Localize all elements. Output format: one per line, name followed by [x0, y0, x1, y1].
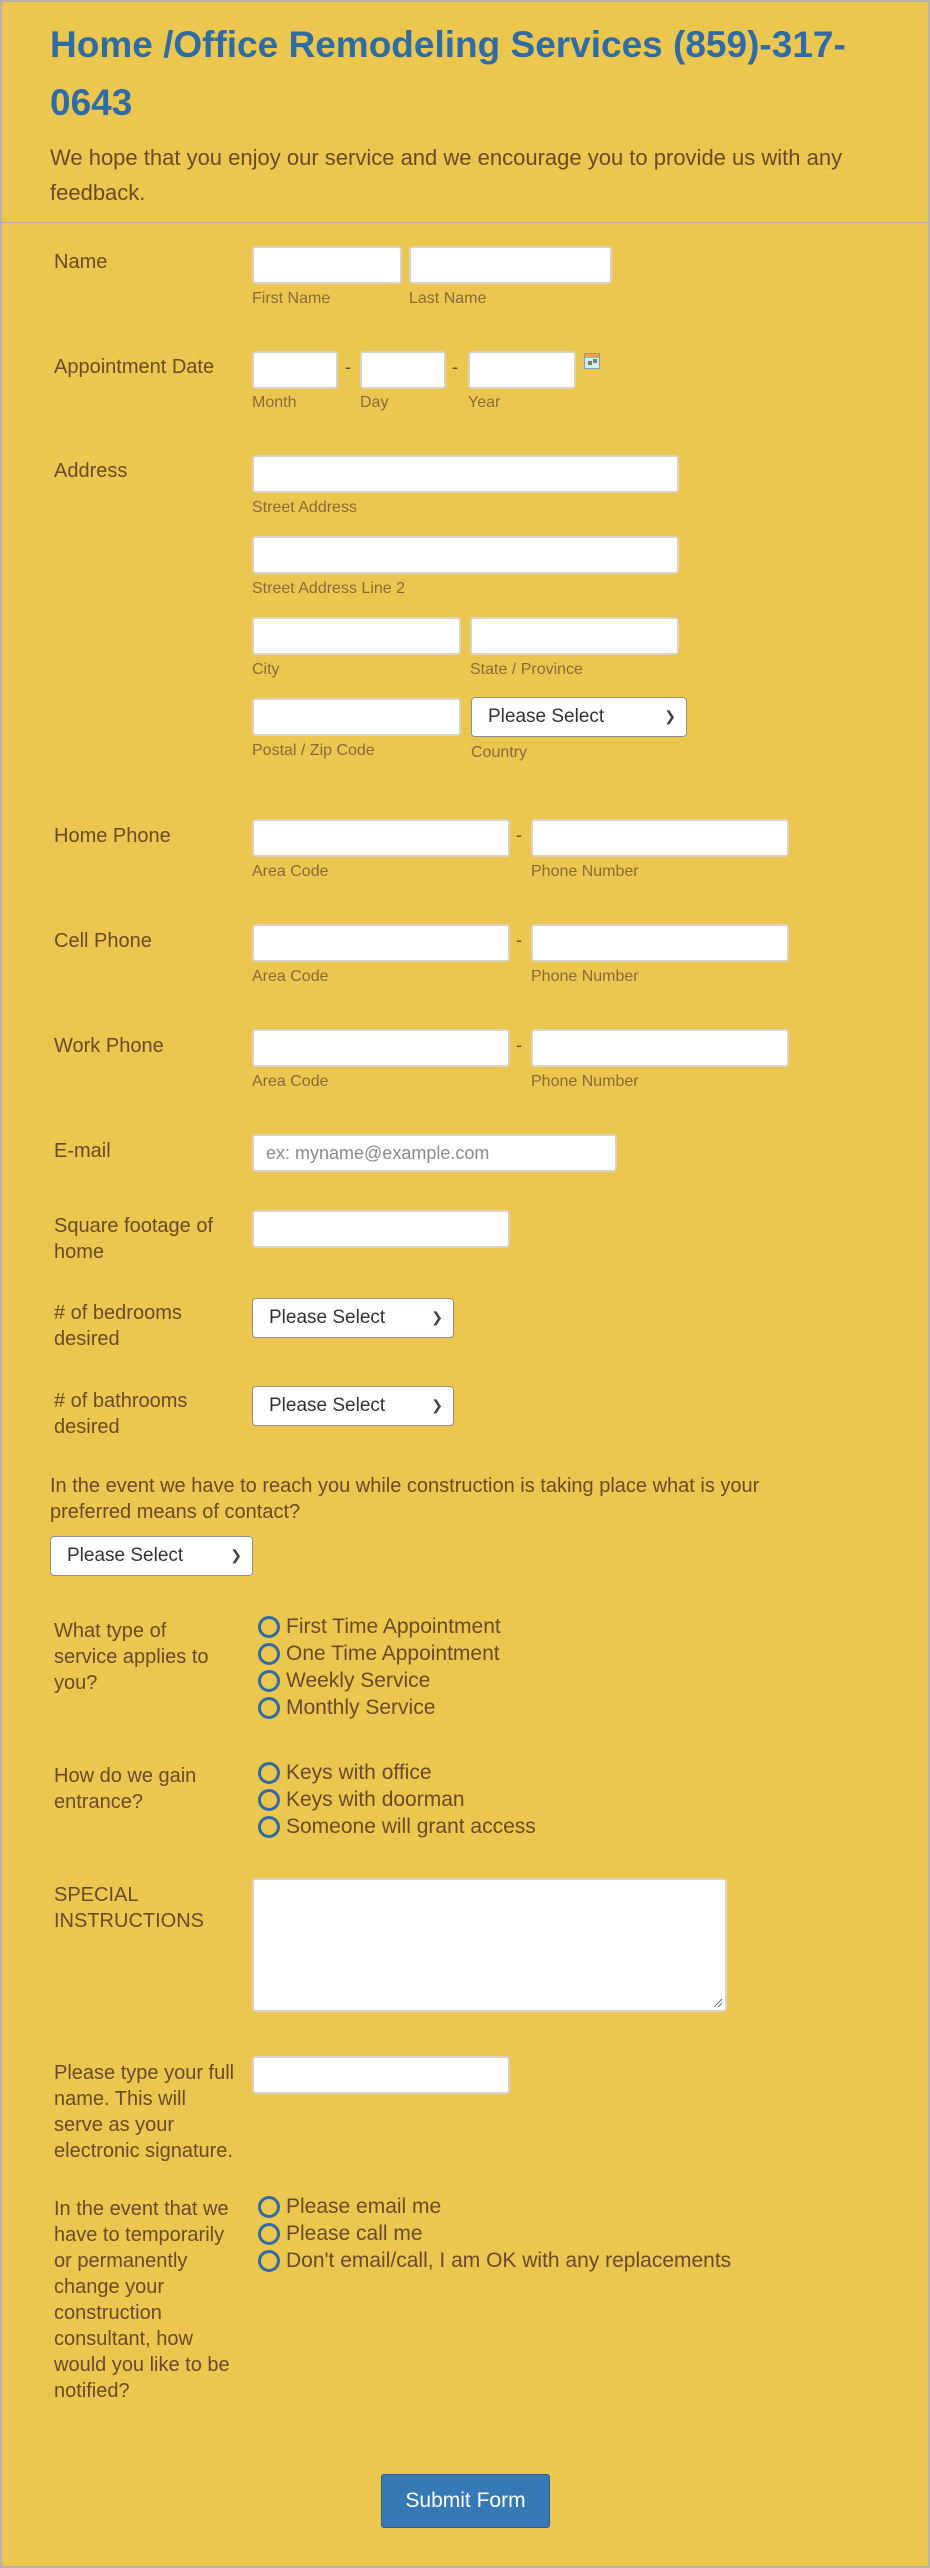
- submit-button[interactable]: Submit Form: [381, 2474, 550, 2528]
- contact-means-select-value: Please Select: [67, 1545, 184, 1566]
- chevron-down-icon: ❯: [431, 1309, 443, 1325]
- date-separator: -: [452, 357, 458, 377]
- day-input[interactable]: [360, 351, 446, 389]
- home-phone-area-input[interactable]: [252, 819, 510, 857]
- contact-means-label-line: In the event we have to reach you while construction is taking place what is your: [50, 1475, 760, 1497]
- form-subtitle: We hope that you enjoy our service and we encourage you to provide us with any feedback.: [50, 145, 843, 205]
- name-label: Name: [54, 251, 108, 273]
- entrance-label-line: entrance?: [54, 1791, 143, 1813]
- signature-label-line: Please type your full: [54, 2062, 235, 2084]
- consultant-change-label-line: In the event that we: [54, 2198, 229, 2220]
- resize-grip-icon[interactable]: [714, 1999, 722, 2007]
- service-type-label: [54, 1618, 209, 1696]
- chevron-down-icon: ❯: [230, 1547, 242, 1563]
- radio-label: One Time Appointment: [286, 1641, 500, 1665]
- bedrooms-select-value: Please Select: [269, 1307, 386, 1328]
- consultant-change-label-line: change your: [54, 2276, 165, 2298]
- work-phone-area-input[interactable]: [252, 1029, 510, 1067]
- calendar-icon[interactable]: [584, 353, 600, 369]
- bathrooms-select-value: Please Select: [269, 1395, 386, 1416]
- consultant-change-label-line: have to temporarily: [54, 2224, 225, 2246]
- work-phone-number-input[interactable]: [531, 1029, 789, 1067]
- bathrooms-label-line: # of bathrooms: [54, 1390, 188, 1412]
- signature-label: [54, 2060, 234, 2164]
- work-phone-label: Work Phone: [54, 1035, 164, 1057]
- zip-sublabel: Postal / Zip Code: [252, 742, 375, 759]
- email-label: E-mail: [54, 1140, 111, 1162]
- service-type-option[interactable]: [258, 1613, 501, 1640]
- work-phone-number-sublabel: Phone Number: [531, 1073, 639, 1090]
- service-type-label-line: What type of: [54, 1620, 167, 1642]
- consultant-change-option[interactable]: [258, 2247, 731, 2274]
- work-phone-area-sublabel: Area Code: [252, 1073, 329, 1090]
- signature-label-line: serve as your: [54, 2114, 175, 2136]
- square-footage-input[interactable]: [252, 1210, 510, 1248]
- phone-separator: -: [516, 825, 522, 845]
- bathrooms-label-line: desired: [54, 1416, 120, 1438]
- radio-label: Keys with office: [286, 1760, 432, 1784]
- radio-button[interactable]: [258, 1616, 280, 1638]
- consultant-change-option[interactable]: [258, 2220, 423, 2247]
- signature-input[interactable]: [252, 2056, 510, 2094]
- last-name-sublabel: Last Name: [409, 290, 487, 307]
- entrance-label: [54, 1763, 196, 1815]
- street-address-line2-sublabel: Street Address Line 2: [252, 580, 405, 597]
- radio-button[interactable]: [258, 1643, 280, 1665]
- special-instructions-textarea[interactable]: [252, 1878, 727, 2012]
- phone-separator: -: [516, 930, 522, 950]
- street-address-line2-input[interactable]: [252, 536, 679, 574]
- service-type-label-line: service applies to: [54, 1646, 209, 1668]
- signature-label-line: electronic signature.: [54, 2140, 233, 2162]
- bedrooms-label: [54, 1300, 182, 1352]
- cell-phone-area-input[interactable]: [252, 924, 510, 962]
- radio-label: Monthly Service: [286, 1695, 436, 1719]
- radio-button[interactable]: [258, 1789, 280, 1811]
- radio-button[interactable]: [258, 2250, 280, 2272]
- home-phone-label: Home Phone: [54, 825, 171, 847]
- month-input[interactable]: [252, 351, 338, 389]
- consultant-change-label-line: would you like to be: [54, 2354, 230, 2376]
- state-sublabel: State / Province: [470, 661, 583, 678]
- consultant-change-option[interactable]: [258, 2193, 441, 2220]
- address-label: Address: [54, 460, 128, 482]
- chevron-down-icon: ❯: [431, 1397, 443, 1413]
- cell-phone-area-sublabel: Area Code: [252, 968, 329, 985]
- email-input[interactable]: [252, 1134, 617, 1172]
- cell-phone-label: Cell Phone: [54, 930, 152, 952]
- home-phone-area-sublabel: Area Code: [252, 863, 329, 880]
- cell-phone-number-sublabel: Phone Number: [531, 968, 639, 985]
- state-input[interactable]: [470, 617, 679, 655]
- chevron-down-icon: ❯: [664, 708, 676, 724]
- year-input[interactable]: [468, 351, 576, 389]
- country-select-value: Please Select: [488, 706, 605, 727]
- radio-button[interactable]: [258, 1816, 280, 1838]
- consultant-change-label-line: or permanently: [54, 2250, 188, 2272]
- city-input[interactable]: [252, 617, 461, 655]
- month-sublabel: Month: [252, 394, 297, 411]
- consultant-change-label-line: notified?: [54, 2380, 130, 2402]
- radio-button[interactable]: [258, 1697, 280, 1719]
- radio-label: Keys with doorman: [286, 1787, 465, 1811]
- consultant-change-label-line: consultant, how: [54, 2328, 193, 2350]
- zip-input[interactable]: [252, 698, 461, 736]
- country-sublabel: Country: [471, 744, 528, 761]
- home-phone-number-sublabel: Phone Number: [531, 863, 639, 880]
- radio-button[interactable]: [258, 2223, 280, 2245]
- entrance-option[interactable]: [258, 1759, 432, 1786]
- street-address-input[interactable]: [252, 455, 679, 493]
- radio-label: Please call me: [286, 2221, 423, 2245]
- special-instructions-label: [54, 1882, 204, 1934]
- entrance-option[interactable]: [258, 1813, 536, 1840]
- signature-label-line: name. This will: [54, 2088, 186, 2110]
- street-address-sublabel: Street Address: [252, 499, 357, 516]
- phone-separator: -: [516, 1035, 522, 1055]
- bedrooms-label-line: desired: [54, 1328, 120, 1350]
- entrance-option[interactable]: [258, 1786, 465, 1813]
- radio-label: Please email me: [286, 2194, 442, 2218]
- consultant-change-label-line: construction: [54, 2302, 162, 2324]
- service-type-option[interactable]: [258, 1667, 430, 1694]
- square-footage-label: [54, 1213, 213, 1265]
- radio-label: Someone will grant access: [286, 1814, 536, 1838]
- radio-button[interactable]: [258, 1762, 280, 1784]
- first-name-input[interactable]: [252, 246, 402, 284]
- radio-button[interactable]: [258, 2196, 280, 2218]
- radio-label: First Time Appointment: [286, 1614, 501, 1638]
- contact-means-label-line: preferred means of contact?: [50, 1501, 301, 1523]
- bathrooms-label: [54, 1388, 187, 1440]
- service-type-option[interactable]: [258, 1640, 500, 1667]
- bedrooms-label-line: # of bedrooms: [54, 1302, 182, 1324]
- last-name-input[interactable]: [409, 246, 612, 284]
- square-footage-label-line: Square footage of: [54, 1215, 214, 1237]
- date-separator: -: [345, 357, 351, 377]
- appointment-date-label: Appointment Date: [54, 356, 215, 378]
- square-footage-label-line: home: [54, 1241, 105, 1263]
- service-type-label-line: you?: [54, 1672, 98, 1694]
- home-phone-number-input[interactable]: [531, 819, 789, 857]
- radio-label: Don't email/call, I am OK with any replacements: [286, 2248, 732, 2272]
- special-instructions-label-line: SPECIAL: [54, 1884, 139, 1906]
- consultant-change-label: [54, 2196, 230, 2404]
- form-header: [0, 0, 930, 223]
- entrance-label-line: How do we gain: [54, 1765, 197, 1787]
- contact-means-label: [50, 1473, 900, 1525]
- radio-label: Weekly Service: [286, 1668, 431, 1692]
- first-name-sublabel: First Name: [252, 290, 331, 307]
- day-sublabel: Day: [360, 394, 389, 411]
- country-select[interactable]: [471, 697, 687, 737]
- form-title: Home /Office Remodeling Services (859)-317-0643: [50, 24, 846, 123]
- year-sublabel: Year: [468, 394, 501, 411]
- special-instructions-label-line: INSTRUCTIONS: [54, 1910, 204, 1932]
- city-sublabel: City: [252, 661, 280, 678]
- cell-phone-number-input[interactable]: [531, 924, 789, 962]
- radio-button[interactable]: [258, 1670, 280, 1692]
- service-type-option[interactable]: [258, 1694, 435, 1721]
- bedrooms-select[interactable]: [252, 1298, 454, 1338]
- contact-means-select[interactable]: [50, 1536, 253, 1576]
- bathrooms-select[interactable]: [252, 1386, 454, 1426]
